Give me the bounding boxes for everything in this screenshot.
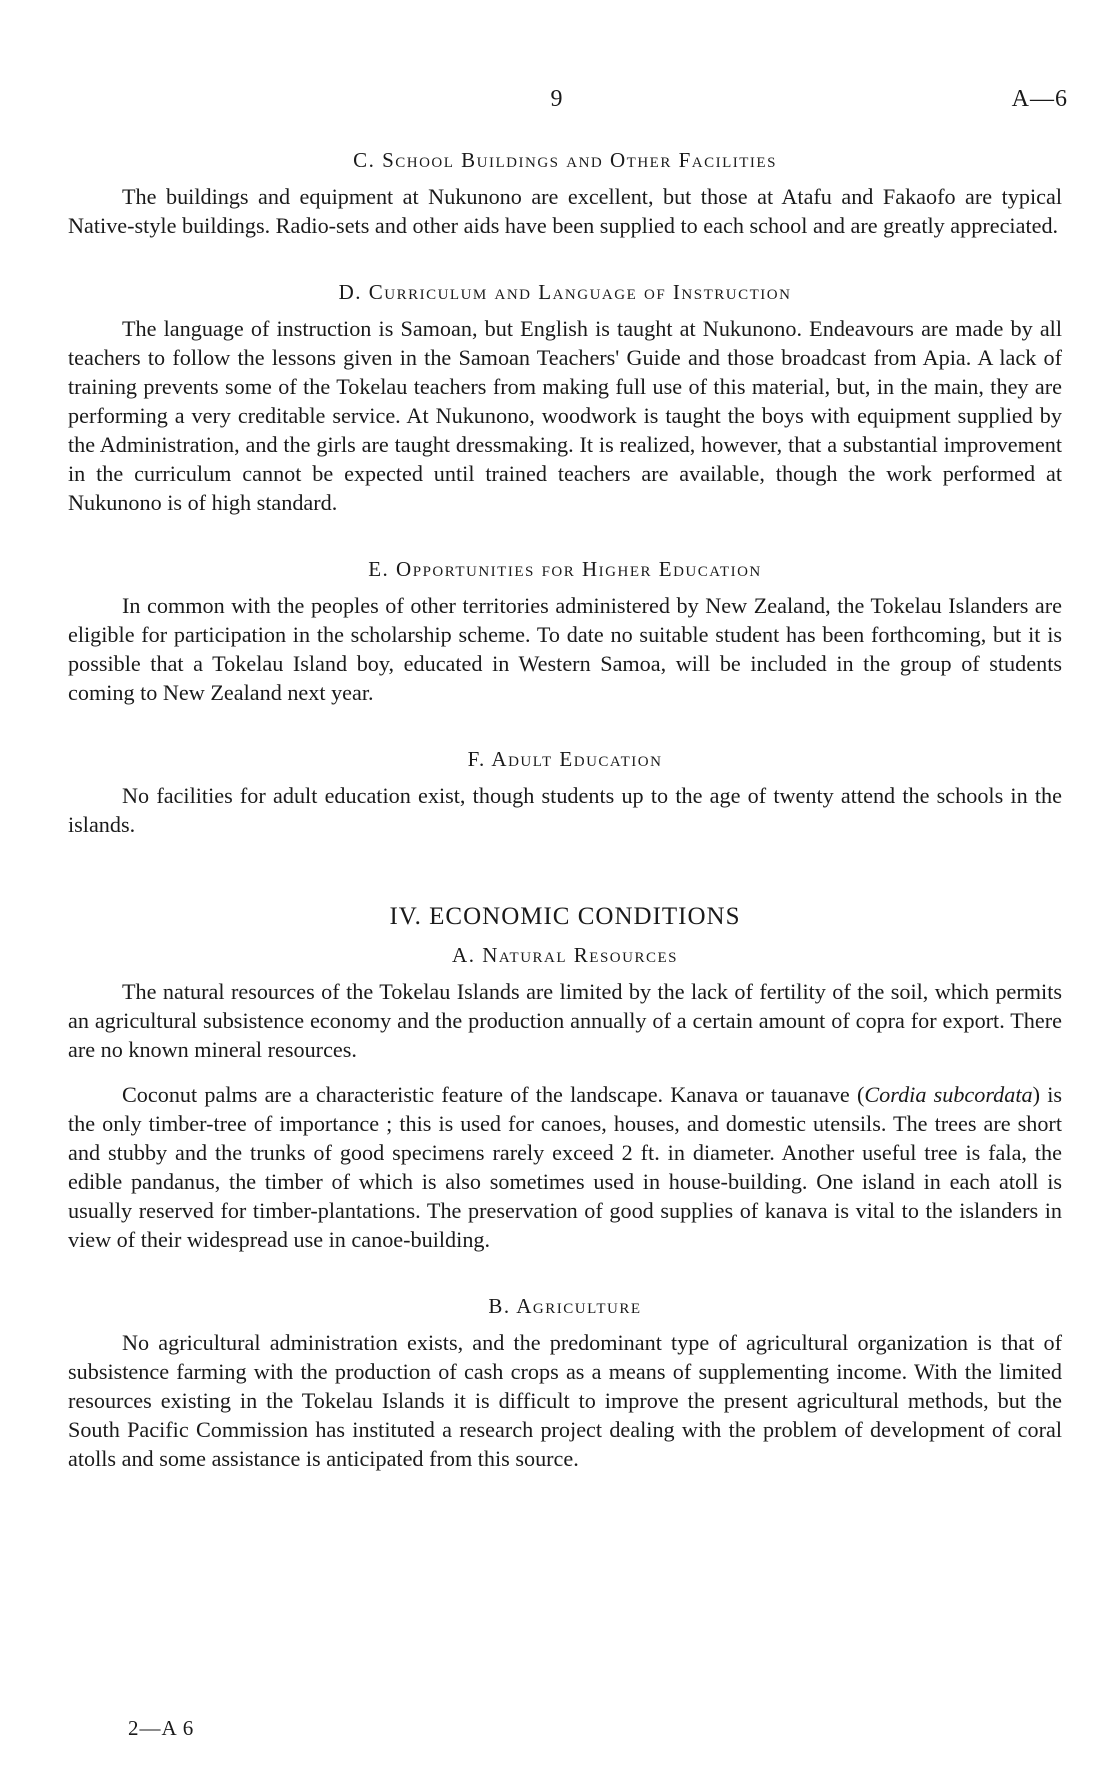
page-content [68,148,1062,1473]
section-d-heading: D. Curriculum and Language of Instruction [338,280,792,304]
part-iv-title: IV. ECONOMIC CONDITIONS [389,903,741,930]
section-e-heading: E. Opportunities for Higher Education [368,557,762,581]
section-d-paragraph: The language of instruction is Samoan, but English is taught at Nukunono. Endeavours are made by all teachers to follow the lessons given in the Samoan Teachers' Guide and those broadcast from Apia. A lack of training prevents some of the Tokelau teachers from making full use of this material, but, in the main, they are performing a very creditable service. At Nukunono, woodwork is taught the boys with equipment supplied by the Administration, and the girls are taught dressmaking. It is realized, however, that a substantial improvement in the curriculum cannot be expected until trained teachers are available, though the work performed at Nukunono is of high standard. [68,316,1062,515]
agriculture-heading: B. Agriculture [488,1294,642,1318]
natural-resources-paragraph-1: The natural resources of the Tokelau Islands are limited by the lack of fertility of the soil, which permits an agricultural subsistence economy and the production annually of a certain amount of copra for export. There are no known mineral resources. [68,979,1062,1062]
document-reference: A—6 [1011,86,1068,112]
agriculture-paragraph: No agricultural administration exists, and the predominant type of agricultural organization is that of subsistence farming with the production of cash crops as a means of supplementing income. With the limited resources existing in the Tokelau Islands it is difficult to improve the present agricultural methods, but the South Pacific Commission has instituted a research project dealing with the problem of development of coral atolls and some assistance is anticipated from this source. [68,1330,1062,1471]
section-f-heading: F. Adult Education [467,747,663,771]
paragraph-text: Coconut palms are a characteristic feature of the landscape. Kanava or tauanave ( [122,1082,865,1107]
natural-resources-heading: A. Natural Resources [452,943,678,967]
section-c-paragraph: The buildings and equipment at Nukunono are excellent, but those at Atafu and Fakaofo are typical Native-style buildings. Radio-sets and other aids have been supplied to each school and are greatly appreciated. [68,184,1062,238]
section-f-paragraph: No facilities for adult education exist, though students up to the age of twenty attend the schools in the islands. [68,783,1062,837]
section-c-heading: C. School Buildings and Other Facilities [353,148,777,172]
species-name: Cordia subcordata [864,1082,1033,1107]
printer-signature: 2—A 6 [128,1716,195,1740]
natural-resources-paragraph-2 [68,1080,1062,1254]
paragraph-text: ) is the only timber-tree of importance ; this is used for canoes, houses, and domestic utensils. The trees are short and stubby and the trunks of good specimens rarely exceed 2 ft. in diameter. Another useful tree is fala, the edible pandanus, the timber of which is also sometimes used in house-building. One island in each atoll is usually reserved for timber-plantations. The preservation of good supplies of kanava is vital to the islanders in view of their widespread use in canoe-building. [68,1082,1063,1252]
section-e-paragraph: In common with the peoples of other territories administered by New Zealand, the Tokelau Islanders are eligible for participation in the scholarship scheme. To date no suitable student has been forthcoming, but it is possible that a Tokelau Island boy, educated in Western Samoa, will be included in the group of students coming to New Zealand next year. [68,593,1062,705]
page-number: 9 [550,86,564,112]
